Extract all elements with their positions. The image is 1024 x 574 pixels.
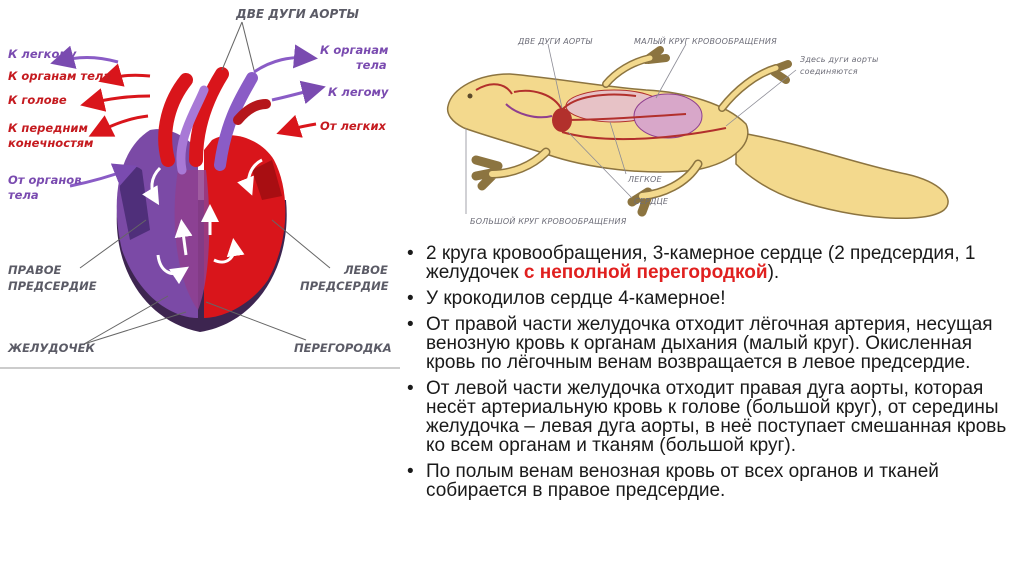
label-septum: ПЕРЕГОРОДКА (294, 341, 392, 355)
lizard-illustration (436, 24, 996, 239)
pointer-line (222, 22, 242, 70)
label-to-fore-limbs-line2: конечностям (8, 136, 94, 150)
label-to-body-right-line1: К органам (320, 43, 389, 57)
label-to-lung-left: К легкому (8, 47, 77, 61)
pointer-line (84, 296, 168, 344)
lizard-eye (468, 94, 473, 99)
pointer-line (242, 22, 254, 70)
label-to-body-right-line2: тела (356, 58, 387, 72)
bullet-item (404, 379, 1016, 455)
bullet-text: От левой части желудочка отходит правая дуга аорты, которая несёт артериальную кровь к голове (большой круг), от середины желудочка – левая дуга аорты, в неё поступает смешанная кровь ко всем органам и тканям (большой круг). (426, 378, 1007, 456)
bullet-text: От правой части желудочка отходит лёгочная артерия, несущая венозную кровь к органам дыхания (малый круг). Окисленная кровь по лёгочным венам возвращается в левое предсердие. (426, 314, 993, 373)
label-two-aortic-arches: ДВЕ ДУГИ АОРТЫ (236, 7, 359, 21)
bullet-item (404, 315, 1016, 372)
lizard-label-arches-join-line1: Здесь дуги аорты (800, 55, 879, 64)
bullet-text: 2 круга кровообращения, 3-камерное сердце (2 предсердия, 1 желудочек (426, 243, 976, 283)
bullet-text: По полым венам венозная кровь от всех органов и тканей собирается в правое предсердие. (426, 461, 939, 501)
lizard-body (448, 74, 748, 172)
heart-diagram (0, 0, 404, 372)
label-ventricle: ЖЕЛУДОЧЕК (8, 341, 95, 355)
arrow-to-lung-right (272, 88, 320, 100)
lizard-label-two-aortic-arches: ДВЕ ДУГИ АОРТЫ (518, 37, 593, 46)
bullet-text: У крокодилов сердце 4-камерное! (426, 288, 726, 309)
label-to-lung-right: К легому (328, 85, 389, 99)
arrow-to-body-right (254, 58, 312, 72)
bullet-highlight: с неполной перегородкой (523, 262, 768, 283)
lizard-back-leg-top (722, 64, 788, 108)
bullet-item (404, 244, 1016, 282)
lizard-tail (736, 132, 948, 218)
label-left-atrium-line2: ПРЕДСЕРДИЕ (300, 279, 389, 293)
arrow-from-lungs (282, 124, 316, 132)
bullet-item (404, 289, 1016, 308)
arrow-to-fore-limbs (94, 116, 148, 134)
label-right-atrium-line2: ПРЕДСЕРДИЕ (8, 279, 97, 293)
label-to-fore-limbs-line1: К передним (8, 121, 88, 135)
label-left-atrium-line1: ЛЕВОЕ (344, 263, 388, 277)
bullet-list (404, 244, 1016, 507)
label-from-body-line1: От органов (8, 173, 82, 187)
bullet-item (404, 462, 1016, 500)
label-right-atrium-line1: ПРАВОЕ (8, 263, 62, 277)
heart-illustration (0, 0, 404, 372)
label-to-head: К голове (8, 93, 67, 107)
label-from-body-line2: тела (8, 188, 39, 202)
lizard-front-leg-top (606, 50, 666, 84)
arrow-to-head (86, 96, 150, 104)
lizard-label-heart: СЕРДЦЕ (634, 197, 669, 206)
pointer-line (84, 312, 186, 344)
lizard-label-arches-join-line2: соединяются (800, 67, 858, 76)
bullet-text-end: ). (767, 262, 780, 283)
lizard-label-pulmonary-circulation: МАЛЫЙ КРУГ КРОВООБРАЩЕНИЯ (634, 37, 777, 46)
lizard-diagram (436, 24, 996, 239)
lizard-label-lung: ЛЕГКОЕ (628, 175, 662, 184)
label-from-lungs: От легких (320, 119, 386, 133)
lizard-label-systemic-circulation: БОЛЬШОЙ КРУГ КРОВООБРАЩЕНИЯ (470, 217, 627, 226)
label-to-body-left: К органам тела (8, 69, 112, 83)
